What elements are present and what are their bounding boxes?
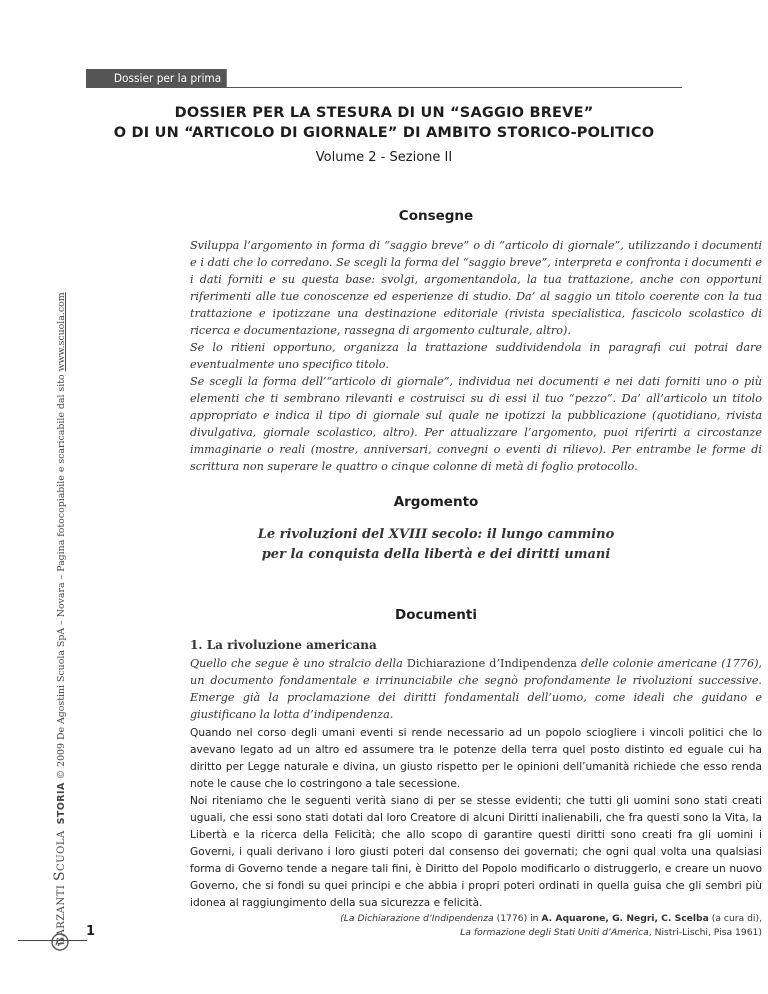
consegne-text [190, 237, 762, 475]
consegne-paragraph: Se scegli la forma dell’“articolo di giornale”, individua nei documenti e nei dati forniti uno o più elementi che ti sembrano rilevanti e costruisci su di essi il tuo “pezzo”. Da’ all’articolo un titolo appropriato e indica il tipo di giornale sul quale ne ipotizzi la pubblicazione (quotidiano, rivista divulgativa, giornale scolastico, altro). Per attualizzare l’argomento, puoi riferirti a circostanze immaginarie o reali (mostre, anniversari, convegni o eventi di rilievo). Per entrambe le forme di scrittura non superare le quattro o cinque colonne di metà di foglio protocollo. [190, 375, 762, 473]
source-year: (1776) in [493, 913, 542, 924]
rights-notice: © 2009 De Agostini Scuola SpA – Novara – Pagina fotocopiabile e scaricabile dal sito [56, 371, 67, 783]
page-title [86, 103, 682, 143]
body-paragraph: Noi riteniamo che le seguenti verità siano di per se stesse evidenti; che tutti gli uomini sono stati creati uguali, che essi sono stati dotati dal loro Creatore di alcuni Diritti inalienabili, che fra questi sono la Vita, la Libertà e la ricerca della Felicità; che allo scopo di garantire questi diritti sono creati fra gli uomini i Governi, i quali derivano i loro giusti poteri dal consenso dei governati; che ogni qual volta una qualsiasi forma di Governo tende a negare tali fini, è Diritto del Popolo modificarlo o distruggerlo, e creare un nuovo Governo, che si fondi su quei principi e che abbia i propri poteri ordinati in quella guisa che gli sembri più idonea al raggiungimento della sua sicurezza e felicità. [190, 795, 762, 909]
source-title: (La Dichiarazione d’Indipendenza [340, 913, 494, 924]
section-header-label: Dossier per la prima prova [86, 69, 227, 87]
intro-text: Quello che segue è uno stralcio della [190, 657, 407, 670]
title-line-1: DOSSIER PER LA STESURA DI UN “SAGGIO BREVE” [174, 105, 594, 121]
title-line-2: O DI UN “ARTICOLO DI GIORNALE” DI AMBITO STORICO-POLITICO [113, 125, 655, 141]
publisher-link[interactable]: www.scuola.com [56, 292, 67, 372]
publisher-brand: GARZANTI SCUOLA [52, 830, 68, 945]
document-1-title: 1. La rivoluzione americana [190, 638, 377, 652]
body-paragraph: Quando nel corso degli umani eventi si rende necessario ad un popolo sciogliere i vincoli politici che lo avevano legato ad un altro ed assumere tra le potenze della terra quel posto distinto ed eguale cui ha diritto per Legge naturale e divina, un giusto rispetto per le opinioni dell’umanità richiede che esso renda note le cause che lo costringono a tale secessione. [190, 727, 762, 790]
document-1-intro [190, 655, 762, 723]
consegne-heading: Consegne [398, 208, 474, 224]
sidebar-copyright-text [52, 292, 68, 945]
publisher-logo-icon [50, 931, 70, 953]
consegne-paragraph: Sviluppa l’argomento in forma di “saggio breve” o di “articolo di giornale”, utilizzando i documenti e i dati che lo corredano. Se scegli la forma del “saggio breve”, interpreta e confronta i documenti e i dati forniti e su questa base: svolgi, argomentandola, la tua trattazione, anche con opportuni riferimenti alle tue conoscenze ed esperienze di studio. Da’ al saggio un titolo coerente con la tua trattazione e ipotizzane una destinazione editoriale (rivista specialistica, fascicolo scolastico di ricerca e documentazione, rassegna di argomento culturale, altro). [190, 239, 762, 337]
documenti-heading: Documenti [394, 607, 477, 623]
header-rule [86, 87, 682, 88]
argomento-text [190, 525, 682, 565]
consegne-paragraph: Se lo ritieni opportuno, organizza la trattazione suddividendola in paragrafi cui potrai dare eventualmente uno specifico titolo. [190, 341, 762, 371]
volume-subtitle: Volume 2 - Sezione II [315, 150, 453, 165]
argomento-line-2: per la conquista della libertà e dei diritti umani [261, 547, 611, 562]
intro-text-rest: delle colonie americane (1776), un documento fondamentale e irrinunciabile che segnò profondamente le rivoluzioni successive. Emerge già la proclamazione dei diritti fondamentali dell’uomo, come ideali che guidano e giustificano la lotta d’indipendenza. [190, 657, 762, 721]
source-editor: (a cura di), [708, 913, 762, 924]
source-book: La formazione degli Stati Uniti d’America [460, 927, 649, 938]
argomento-line-1: Le rivoluzioni del XVIII secolo: il lungo cammino [257, 527, 615, 542]
document-1-body [190, 725, 762, 912]
source-authors: A. Aquarone, G. Negri, C. Scelba [541, 913, 709, 924]
source-publisher: , Nistri-Lischi, Pisa 1961) [648, 927, 762, 938]
argomento-heading: Argomento [393, 494, 479, 510]
document-1-source [190, 912, 762, 940]
subject-label: STORIA [56, 782, 67, 825]
intro-doc-name: Dichiarazione d’Indipendenza [406, 657, 577, 670]
page-number: 1 [86, 924, 96, 939]
